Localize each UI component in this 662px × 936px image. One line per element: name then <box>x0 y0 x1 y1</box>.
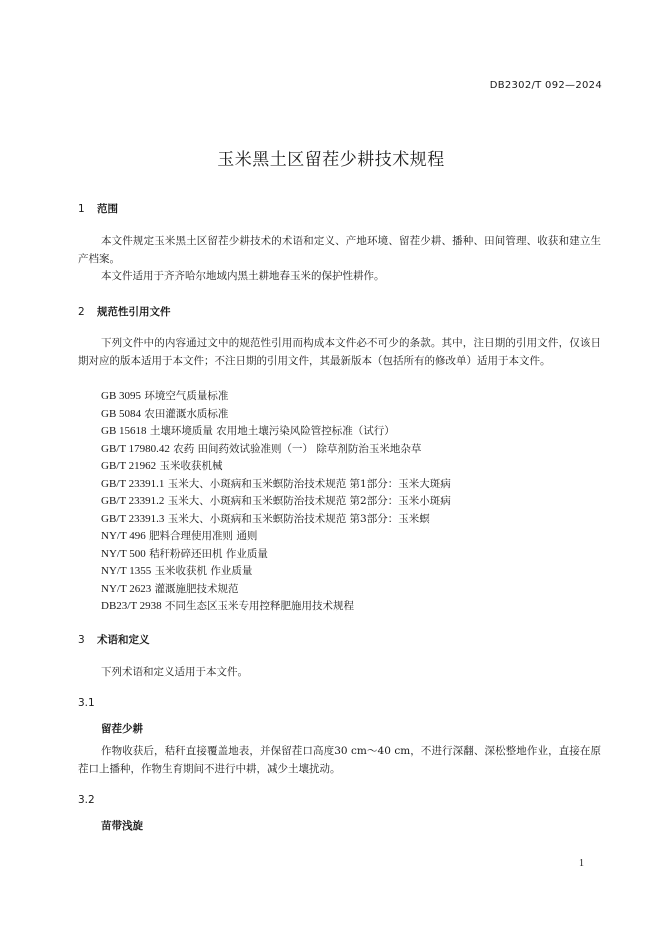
reference-name: 秸秆粉碎还田机 作业质量 <box>149 547 268 560</box>
section-number: 1 <box>78 203 85 215</box>
reference-code: GB/T 23391.3 <box>101 512 165 525</box>
section-number: 2 <box>78 306 85 318</box>
reference-name: 玉米收获机械 <box>159 460 223 472</box>
section-2-intro: 下列文件中的内容通过文中的规范性引用而构成本文件必不可少的条款。其中，注日期的引用文件，仅该日期对应的版本适用于本文件；不注日期的引用文件，其最新版本（包括所有的修改单）适用于本文件。 <box>78 337 601 367</box>
reference-code: NY/T 2623 <box>101 582 152 595</box>
term-definition: 作物收获后，秸秆直接覆盖地表，并保留茬口高度30 cm～40 cm，不进行深翻、深松整地作业，直接在原茬口上播种，作物生育期间不进行中耕，减少土壤扰动。 <box>78 745 601 775</box>
reference-item <box>101 546 451 564</box>
reference-code: NY/T 496 <box>101 530 146 542</box>
document-number: DB2302/T 092—2024 <box>489 80 602 91</box>
reference-name: 玉米收获机 作业质量 <box>154 565 253 577</box>
reference-code: GB/T 23391.1 <box>101 477 165 490</box>
section-3-intro: 下列术语和定义适用于本文件。 <box>101 666 248 678</box>
reference-code: GB 3095 <box>101 390 142 402</box>
reference-name: 土壤环境质量 农用地土壤污染风险管控标准（试行） <box>149 425 395 437</box>
reference-name: 农药 田间药效试验准则（一） 除草剂防治玉米地杂草 <box>173 442 422 455</box>
reference-item <box>101 441 451 459</box>
reference-name: 玉米大、小斑病和玉米螟防治技术规范 第1部分：玉米大斑病 <box>167 477 451 490</box>
reference-code: NY/T 1355 <box>101 565 152 577</box>
section-title: 术语和定义 <box>97 634 150 646</box>
reference-item <box>101 388 451 406</box>
reference-item <box>101 598 451 616</box>
reference-item <box>101 493 451 511</box>
term-number: 3.1 <box>78 697 95 709</box>
section-title: 范围 <box>97 203 118 215</box>
reference-name: 不同生态区玉米专用控释肥施用技术规程 <box>164 600 354 612</box>
term-name: 留茬少耕 <box>101 723 143 735</box>
reference-code: GB/T 21962 <box>101 460 157 472</box>
reference-item <box>101 511 451 529</box>
reference-name: 肥料合理使用准则 通则 <box>149 530 258 542</box>
reference-code: GB/T 23391.2 <box>101 495 165 507</box>
section-1-paragraph: 本文件适用于齐齐哈尔地域内黑土耕地春玉米的保护性耕作。 <box>101 270 385 282</box>
reference-item <box>101 458 451 476</box>
reference-item <box>101 528 451 546</box>
reference-code: NY/T 500 <box>101 547 146 560</box>
reference-item <box>101 581 451 599</box>
reference-name: 灌溉施肥技术规范 <box>154 582 239 595</box>
term-number: 3.2 <box>78 794 95 806</box>
section-1-paragraph: 本文件规定玉米黑土区留茬少耕技术的术语和定义、产地环境、留茬少耕、播种、田间管理、收获和建立生产档案。 <box>78 235 601 265</box>
section-title: 规范性引用文件 <box>97 306 171 318</box>
reference-list <box>101 388 451 616</box>
reference-item <box>101 563 451 581</box>
page-number: 1 <box>579 858 584 869</box>
reference-name: 玉米大、小斑病和玉米螟防治技术规范 第3部分：玉米螟 <box>167 512 430 525</box>
reference-name: 玉米大、小斑病和玉米螟防治技术规范 第2部分：玉米小斑病 <box>167 495 451 507</box>
section-number: 3 <box>78 634 85 646</box>
reference-name: 农田灌溉水质标准 <box>144 407 229 420</box>
reference-name: 环境空气质量标准 <box>144 390 229 402</box>
section-1-heading <box>78 201 118 216</box>
term-name: 苗带浅旋 <box>101 820 143 832</box>
section-2-heading <box>78 304 171 319</box>
reference-code: DB23/T 2938 <box>101 600 162 612</box>
reference-item <box>101 406 451 424</box>
document-title: 玉米黑土区留茬少耕技术规程 <box>217 150 445 170</box>
reference-code: GB 15618 <box>101 425 147 437</box>
reference-item <box>101 423 451 441</box>
section-3-heading <box>78 632 150 647</box>
reference-code: GB 5084 <box>101 407 142 420</box>
reference-item <box>101 476 451 494</box>
reference-code: GB/T 17980.42 <box>101 442 170 455</box>
